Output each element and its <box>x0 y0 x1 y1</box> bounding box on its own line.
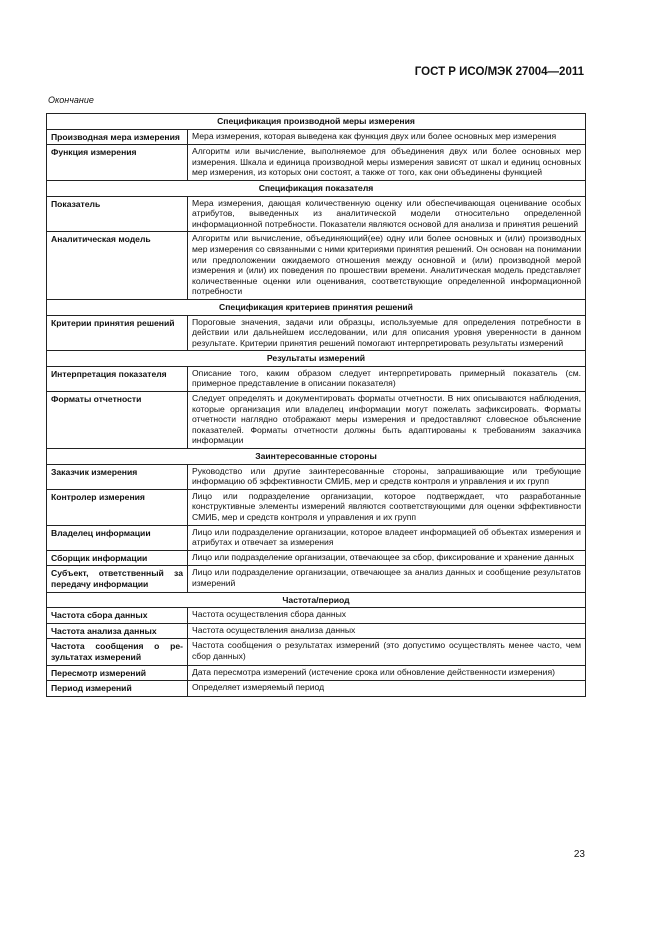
term-cell: Критерии принятия решений <box>47 315 188 351</box>
term-cell: Субъект, ответственный за передачу информации <box>47 566 188 592</box>
table-row <box>47 639 586 665</box>
table-row <box>47 315 586 351</box>
table-row <box>47 196 586 232</box>
term-cell: Контролер измерения <box>47 489 188 525</box>
section-header-row <box>47 351 586 367</box>
section-header-row <box>47 180 586 196</box>
table-row <box>47 608 586 624</box>
table-row <box>47 623 586 639</box>
term-cell: Частота анализа данных <box>47 623 188 639</box>
term-cell: Аналитическая модель <box>47 232 188 300</box>
section-header-row <box>47 114 586 130</box>
definition-cell: Описание того, каким образом следует интерпретировать примерный показатель (см. примерное представление в описании показателя) <box>188 366 586 391</box>
definition-cell: Лицо или подразделение организации, отвечающее за анализ данных и сообщение результатов измерений <box>188 566 586 592</box>
term-cell: Производная мера измерения <box>47 129 188 145</box>
term-cell: Заказчик измерения <box>47 464 188 489</box>
page-number: 23 <box>573 849 585 860</box>
definition-cell: Лицо или подразделение организации, отвечающее за сбор, фиксирование и хранение данных <box>188 550 586 566</box>
definition-cell: Дата пересмотра измерений (истечение срока или обновление действенности измерения) <box>188 665 586 681</box>
definition-cell: Мера измерения, дающая количественную оценку или обеспечивающая оценивание особых атрибутов, выведенных из аналитической модели относительно определенной информационной потребности. Показатели являются основой для анализа и принятия решений <box>188 196 586 232</box>
document-header: ГОСТ Р ИСО/МЭК 27004—2011 <box>414 66 584 78</box>
section-title: Результаты измерений <box>47 351 586 367</box>
term-cell: Частота сбора данных <box>47 608 188 624</box>
table-row <box>47 232 586 300</box>
definition-cell: Алгоритм или вычисление, выполняемое для объединения двух или более основных мер измерения. Шкала и единица производной меры измерения зависят от шкал и единиц основных мер измерения, из которых они состоят, а также от того, как они объединены функцией <box>188 145 586 181</box>
definition-cell: Мера измерения, которая выведена как функция двух или более основных мер измерения <box>188 129 586 145</box>
section-header-row <box>47 449 586 465</box>
table-row <box>47 681 586 697</box>
continuation-label: Окончание <box>48 95 94 105</box>
definition-cell: Частота осуществления анализа данных <box>188 623 586 639</box>
section-header-row <box>47 299 586 315</box>
definition-cell: Частота сообщения о результатах измерений (это допустимо осуществлять менее часто, чем сбор данных) <box>188 639 586 665</box>
term-cell: Сборщик информации <box>47 550 188 566</box>
term-cell: Функция измерения <box>47 145 188 181</box>
definition-cell: Определяет измеряемый период <box>188 681 586 697</box>
definition-cell: Алгоритм или вычисление, объединяющий(ее) одну или более основных и (или) производных мер измерения со связанными с ними критериями принятия решений. Он основан на понимании или предположении ожидаемого отношения между основной и (или) производной мерой измерения и (или) их поведения по прошествии времени. Аналитическая модель представляет количественные оценки или оценивания, соответствующие определенной информационной потребности <box>188 232 586 300</box>
definition-cell: Руководство или другие заинтересованные стороны, запрашивающие или требующие информацию об эффективности СМИБ, мер и средств контроля и управления и их групп <box>188 464 586 489</box>
table-row <box>47 129 586 145</box>
table-row <box>47 145 586 181</box>
term-cell: Владелец информации <box>47 525 188 550</box>
term-cell: Частота сообщения о результатах измерений <box>47 639 188 665</box>
table-row <box>47 464 586 489</box>
term-cell: Пересмотр измерений <box>47 665 188 681</box>
definition-cell: Лицо или подразделение организации, которое владеет информацией об объектах измерения и атрибутах и отвечает за измерения <box>188 525 586 550</box>
table-row <box>47 366 586 391</box>
specification-table <box>46 113 586 697</box>
definition-cell: Лицо или подразделение организации, которое подтверждает, что разработанные конструктивные элементы измерений являются соответствующими для оценки эффективности СМИБ, мер и средств контроля и управления и их групп <box>188 489 586 525</box>
definition-cell: Пороговые значения, задачи или образцы, используемые для определения потребности в действии или дальнейшем исследовании, или для описания уровня уверенности в данном результате. Критерии принятия решений помогают интерпретировать результаты измерений <box>188 315 586 351</box>
table-row <box>47 665 586 681</box>
term-cell: Период измерений <box>47 681 188 697</box>
table-row <box>47 525 586 550</box>
section-title: Спецификация показателя <box>47 180 586 196</box>
section-title: Спецификация производной меры измерения <box>47 114 586 130</box>
section-header-row <box>47 592 586 608</box>
term-cell: Форматы отчетности <box>47 392 188 449</box>
section-title: Заинтересованные стороны <box>47 449 586 465</box>
definition-cell: Следует определять и документировать форматы отчетности. В них описываются наблюдения, которые организация или владелец информации могут пожелать зафиксировать. Форматы отчетности наглядно отображают меры измерения и предоставляют словесное объяснение показателей. Форматы отчетности должны быть адаптированы к требованиям заказчика информации <box>188 392 586 449</box>
definition-cell: Частота осуществления сбора данных <box>188 608 586 624</box>
specification-table-body <box>47 114 586 697</box>
term-cell: Интерпретация показателя <box>47 366 188 391</box>
table-row <box>47 550 586 566</box>
section-title: Частота/период <box>47 592 586 608</box>
table-row <box>47 392 586 449</box>
table-row <box>47 489 586 525</box>
table-row <box>47 566 586 592</box>
section-title: Спецификация критериев принятия решений <box>47 299 586 315</box>
term-cell: Показатель <box>47 196 188 232</box>
